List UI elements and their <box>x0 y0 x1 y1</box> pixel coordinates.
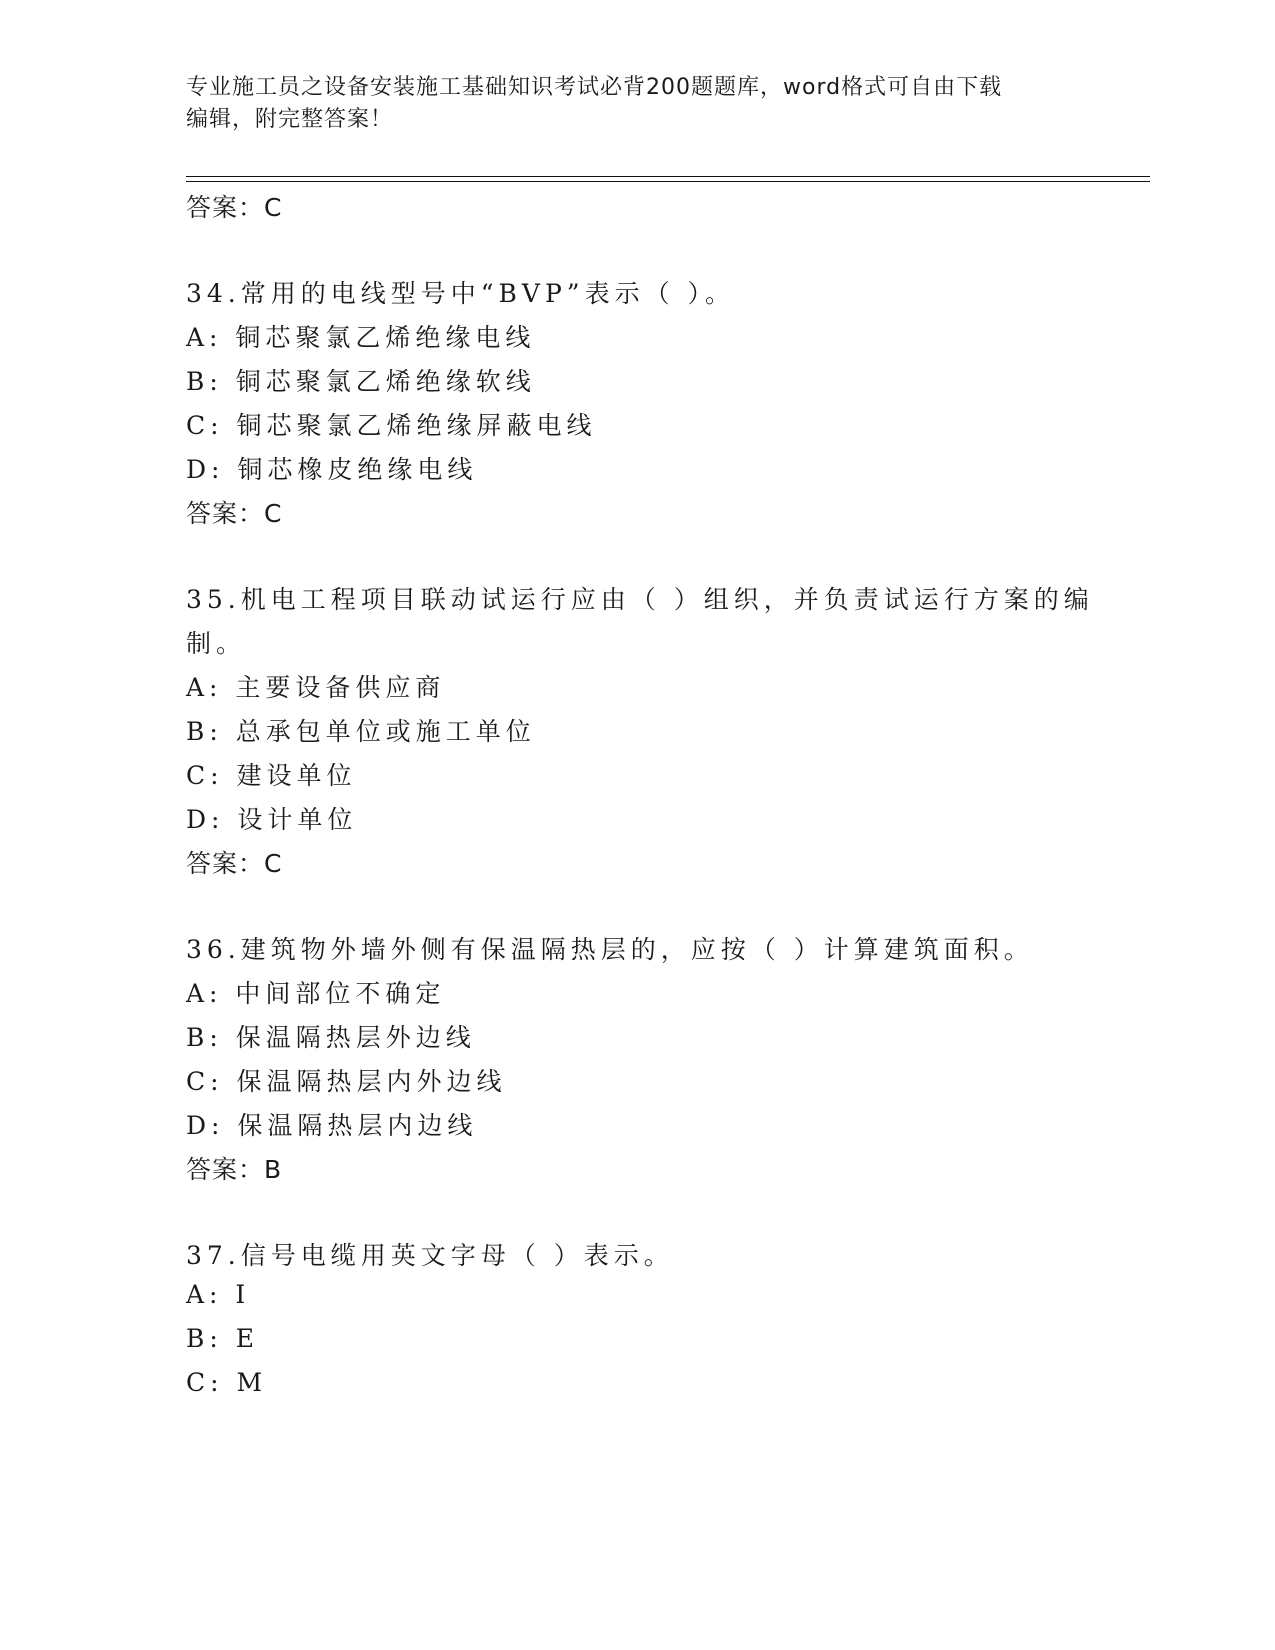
question-36-option-a: A: 中间部位不确定 <box>186 979 446 1008</box>
question-35-stem-line-2: 制。 <box>186 629 247 658</box>
header-line-1: 专业施工员之设备安装施工基础知识考试必背200题题库，word格式可自由下载 <box>186 75 1003 100</box>
question-36-answer: 答案：B <box>186 1155 283 1184</box>
question-35-option-d: D: 设计单位 <box>186 805 358 834</box>
question-34-stem: 34.常用的电线型号中“BVP”表示（ ）。 <box>186 279 736 308</box>
question-35-option-c: C: 建设单位 <box>186 761 357 790</box>
question-37-option-b: B: E <box>186 1324 259 1353</box>
header-rule-top <box>186 176 1150 177</box>
question-37-stem: 37.信号电缆用英文字母（ ）表示。 <box>186 1241 674 1270</box>
question-34-option-d: D: 铜芯橡皮绝缘电线 <box>186 455 478 484</box>
question-36-option-c: C: 保温隔热层内外边线 <box>186 1067 507 1096</box>
previous-answer: 答案：C <box>186 193 283 222</box>
question-34-option-b: B: 铜芯聚氯乙烯绝缘软线 <box>186 367 536 396</box>
question-34-option-a: A: 铜芯聚氯乙烯绝缘电线 <box>186 323 536 352</box>
question-34-option-c: C: 铜芯聚氯乙烯绝缘屏蔽电线 <box>186 411 597 440</box>
question-35-option-a: A: 主要设备供应商 <box>186 673 446 702</box>
question-37-option-a: A: I <box>186 1280 251 1309</box>
question-37-option-c: C: M <box>186 1368 268 1397</box>
question-36-stem: 36.建筑物外墙外侧有保温隔热层的，应按（ ）计算建筑面积。 <box>186 935 1034 964</box>
document-header <box>186 72 1066 136</box>
question-36-option-b: B: 保温隔热层外边线 <box>186 1023 476 1052</box>
question-35-option-b: B: 总承包单位或施工单位 <box>186 717 536 746</box>
header-rule-bottom <box>186 181 1150 182</box>
question-35-answer: 答案：C <box>186 849 283 878</box>
question-34-answer: 答案：C <box>186 499 283 528</box>
header-line-2: 编辑，附完整答案！ <box>186 107 394 132</box>
question-35-stem-line-1: 35.机电工程项目联动试运行应由（ ）组织，并负责试运行方案的编 <box>186 585 1094 614</box>
question-36-option-d: D: 保温隔热层内边线 <box>186 1111 478 1140</box>
